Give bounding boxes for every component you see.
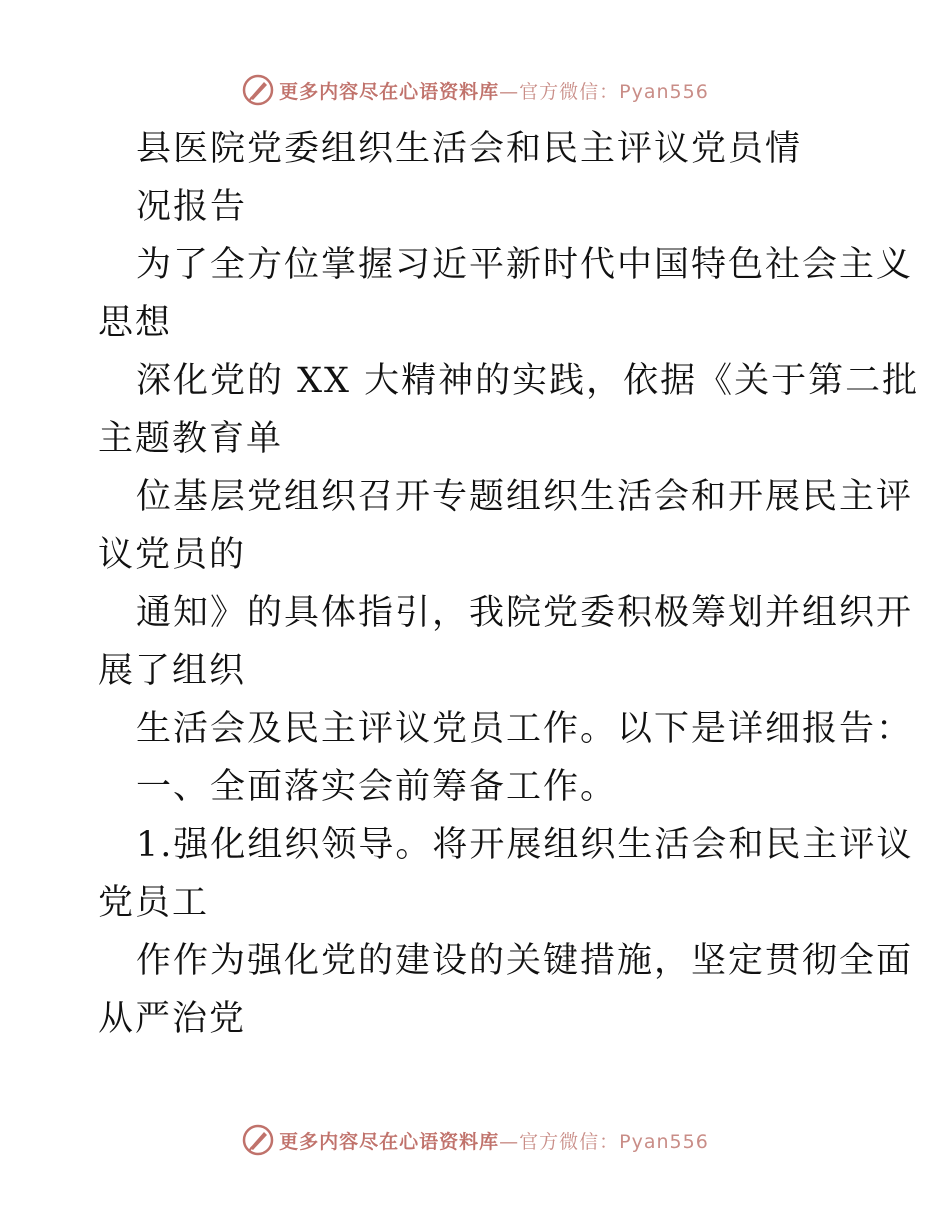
footer-watermark — [0, 1120, 950, 1160]
quill-logo-icon — [241, 73, 275, 107]
paragraph-line: 党员工 — [98, 883, 210, 923]
paragraph-line: 主题教育单 — [98, 419, 284, 459]
paragraph-line: 从严治党 — [98, 999, 247, 1039]
paragraph-line: 议党员的 — [98, 535, 247, 575]
paragraph-line: 为了全方位掌握习近平新时代中国特色社会主义 — [136, 245, 914, 285]
section-heading: 一、全面落实会前筹备工作。 — [136, 767, 618, 807]
paragraph-line: 通知》的具体指引，我院党委积极筹划并组织开 — [136, 593, 914, 633]
title-line-1: 县医院党委组织生活会和民主评议党员情 — [136, 129, 803, 169]
quill-logo-icon — [241, 1123, 275, 1157]
paragraph-line: 作作为强化党的建设的关键措施，坚定贯彻全面 — [136, 941, 914, 981]
header-watermark — [0, 70, 950, 110]
footer-watermark-text: 更多内容尽在心语资料库—官方微信：Pyan556 — [279, 1130, 709, 1153]
header-watermark-text: 更多内容尽在心语资料库—官方微信：Pyan556 — [279, 80, 709, 103]
paragraph-line: 展了组织 — [98, 651, 247, 691]
paragraph-line: 1.强化组织领导。将开展组织生活会和民主评议 — [136, 825, 914, 865]
title-line-2: 况报告 — [136, 187, 248, 227]
paragraph-line: 生活会及民主评议党员工作。以下是详细报告： — [136, 709, 914, 749]
paragraph-line: 位基层党组织召开专题组织生活会和开展民主评 — [136, 477, 914, 517]
paragraph-line: 深化党的 XX 大精神的实践，依据《关于第二批 — [136, 361, 920, 401]
document-body — [98, 120, 920, 1048]
paragraph-line: 思想 — [98, 303, 173, 343]
